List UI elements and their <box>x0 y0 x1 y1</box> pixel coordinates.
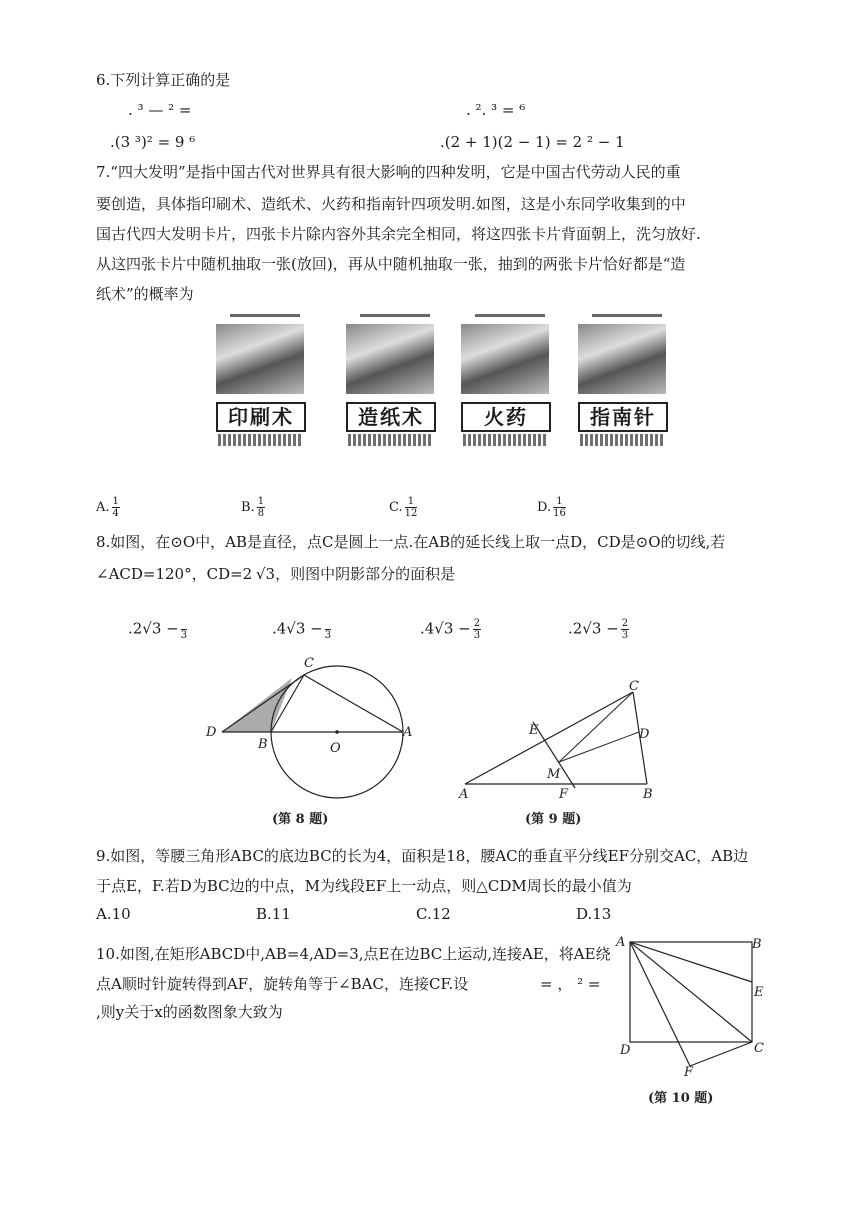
card-paper-image <box>346 324 434 394</box>
card-paper-label: 造纸术 <box>346 402 436 432</box>
q9-option-d: D.13 <box>576 905 612 923</box>
figure-10 <box>610 930 790 1115</box>
label-c-9: C <box>629 680 639 694</box>
q6-option-b: . ². ³ = ⁶ <box>466 101 526 119</box>
q7-option-b: B. $\frac{1}{8}$ <box>241 496 265 519</box>
q6-option-a: . ³ — ² = <box>128 101 192 119</box>
card-gunpowder-label: 火药 <box>461 402 551 432</box>
q6-option-d: .(2 + 1)(2 − 1) = 2 ² − 1 <box>440 133 625 151</box>
figure-8 <box>200 650 430 830</box>
label-a-10: A <box>616 935 626 950</box>
q8-option-d: .2√3 − $\frac{2}{3}$ <box>568 618 629 641</box>
label-d-10: D <box>620 1043 631 1058</box>
figure-10-caption: (第 10 题) <box>648 1091 714 1106</box>
card-compass <box>572 310 672 458</box>
q9-option-a: A.10 <box>96 905 131 923</box>
q7-option-d: D. $\frac{1}{16}$ <box>537 496 566 519</box>
card-compass-image <box>578 324 666 394</box>
q7-line-2: 要创造，具体指印刷术、造纸术、火药和指南针四项发明.如图，这是小东同学收集到的中 <box>96 195 686 213</box>
label-f-10: F <box>684 1065 694 1080</box>
q8-line-2a: ∠ACD=120°，CD=2 <box>96 565 253 583</box>
card-printing <box>210 310 310 458</box>
card-gunpowder-image <box>461 324 549 394</box>
q10-line-2a: 点A顺时针旋转得到AF，旋转角等于∠BAC，连接CF.设 <box>96 975 469 993</box>
label-e: E <box>529 723 539 738</box>
label-c-10: C <box>754 1041 764 1056</box>
label-o: O <box>330 741 341 756</box>
q9-option-c: C.12 <box>416 905 451 923</box>
label-b: B <box>258 737 268 752</box>
q7-line-4: 从这四张卡片中随机抽取一张(放回)，再从中随机抽取一张，抽到的两张卡片恰好都是“造 <box>96 255 686 273</box>
card-gunpowder <box>455 310 555 458</box>
q8-option-c: .4√3 − $\frac{2}{3}$ <box>420 618 481 641</box>
q7-option-a: A. $\frac{1}{4}$ <box>96 496 119 519</box>
label-b-9: B <box>643 787 653 802</box>
q6-option-c: .(3 ³)² = 9 ⁶ <box>110 133 196 151</box>
q9-option-b: B.11 <box>256 905 291 923</box>
label-f: F <box>559 787 569 802</box>
label-m: M <box>547 767 561 782</box>
card-printing-image <box>216 324 304 394</box>
label-e-10: E <box>754 985 764 1000</box>
q7-line-5: 纸术”的概率为 <box>96 285 194 303</box>
card-printing-label: 印刷术 <box>216 402 306 432</box>
figure-9 <box>455 680 665 830</box>
label-d: D <box>206 725 217 740</box>
shaded-region <box>222 678 292 732</box>
q7-line-1: 7.“四大发明”是指中国古代对世界具有很大影响的四种发明，它是中国古代劳动人民的重 <box>96 163 681 181</box>
q10-line-2b: = ， ² = <box>540 975 601 993</box>
q8-option-a: .2√3 − 3 <box>128 619 188 641</box>
q8-option-b: .4√3 − 3 <box>272 619 332 641</box>
label-d-9: D <box>639 727 650 742</box>
q9-line-1: 9.如图，等腰三角形ABC的底边BC的长为4，面积是18，腰AC的垂直平分线EF分别交AC，AB边 <box>96 847 749 865</box>
q10-line-1: 10.如图,在矩形ABCD中,AB=4,AD=3,点E在边BC上运动,连接AE，将AE绕 <box>96 945 611 963</box>
q8-line-2b: √3，则图中阴影部分的面积是 <box>256 565 456 583</box>
q7-option-c: C. $\frac{1}{12}$ <box>389 496 418 519</box>
card-paper <box>340 310 440 458</box>
q9-line-2: 于点E，F.若D为BC边的中点，M为线段EF上一动点，则△CDM周长的最小值为 <box>96 877 632 895</box>
q8-line-1: 8.如图，在⊙O中，AB是直径，点C是圆上一点.在AB的延长线上取一点D，CD是⊙O的切线,若 <box>96 533 726 551</box>
figure-9-caption: (第 9 题) <box>525 812 582 827</box>
label-a-9: A <box>459 787 469 802</box>
q10-line-3: ,则y关于x的函数图象大致为 <box>96 1003 283 1021</box>
q7-line-3: 国古代四大发明卡片，四张卡片除内容外其余完全相同，将这四张卡片背面朝上，洗匀放好. <box>96 225 701 243</box>
card-compass-label: 指南针 <box>578 402 668 432</box>
label-b-10: B <box>752 937 762 952</box>
label-a: A <box>403 725 413 740</box>
q6-stem: 6.下列计算正确的是 <box>96 71 231 89</box>
label-c: C <box>304 656 314 671</box>
figure-8-caption: (第 8 题) <box>272 812 329 827</box>
